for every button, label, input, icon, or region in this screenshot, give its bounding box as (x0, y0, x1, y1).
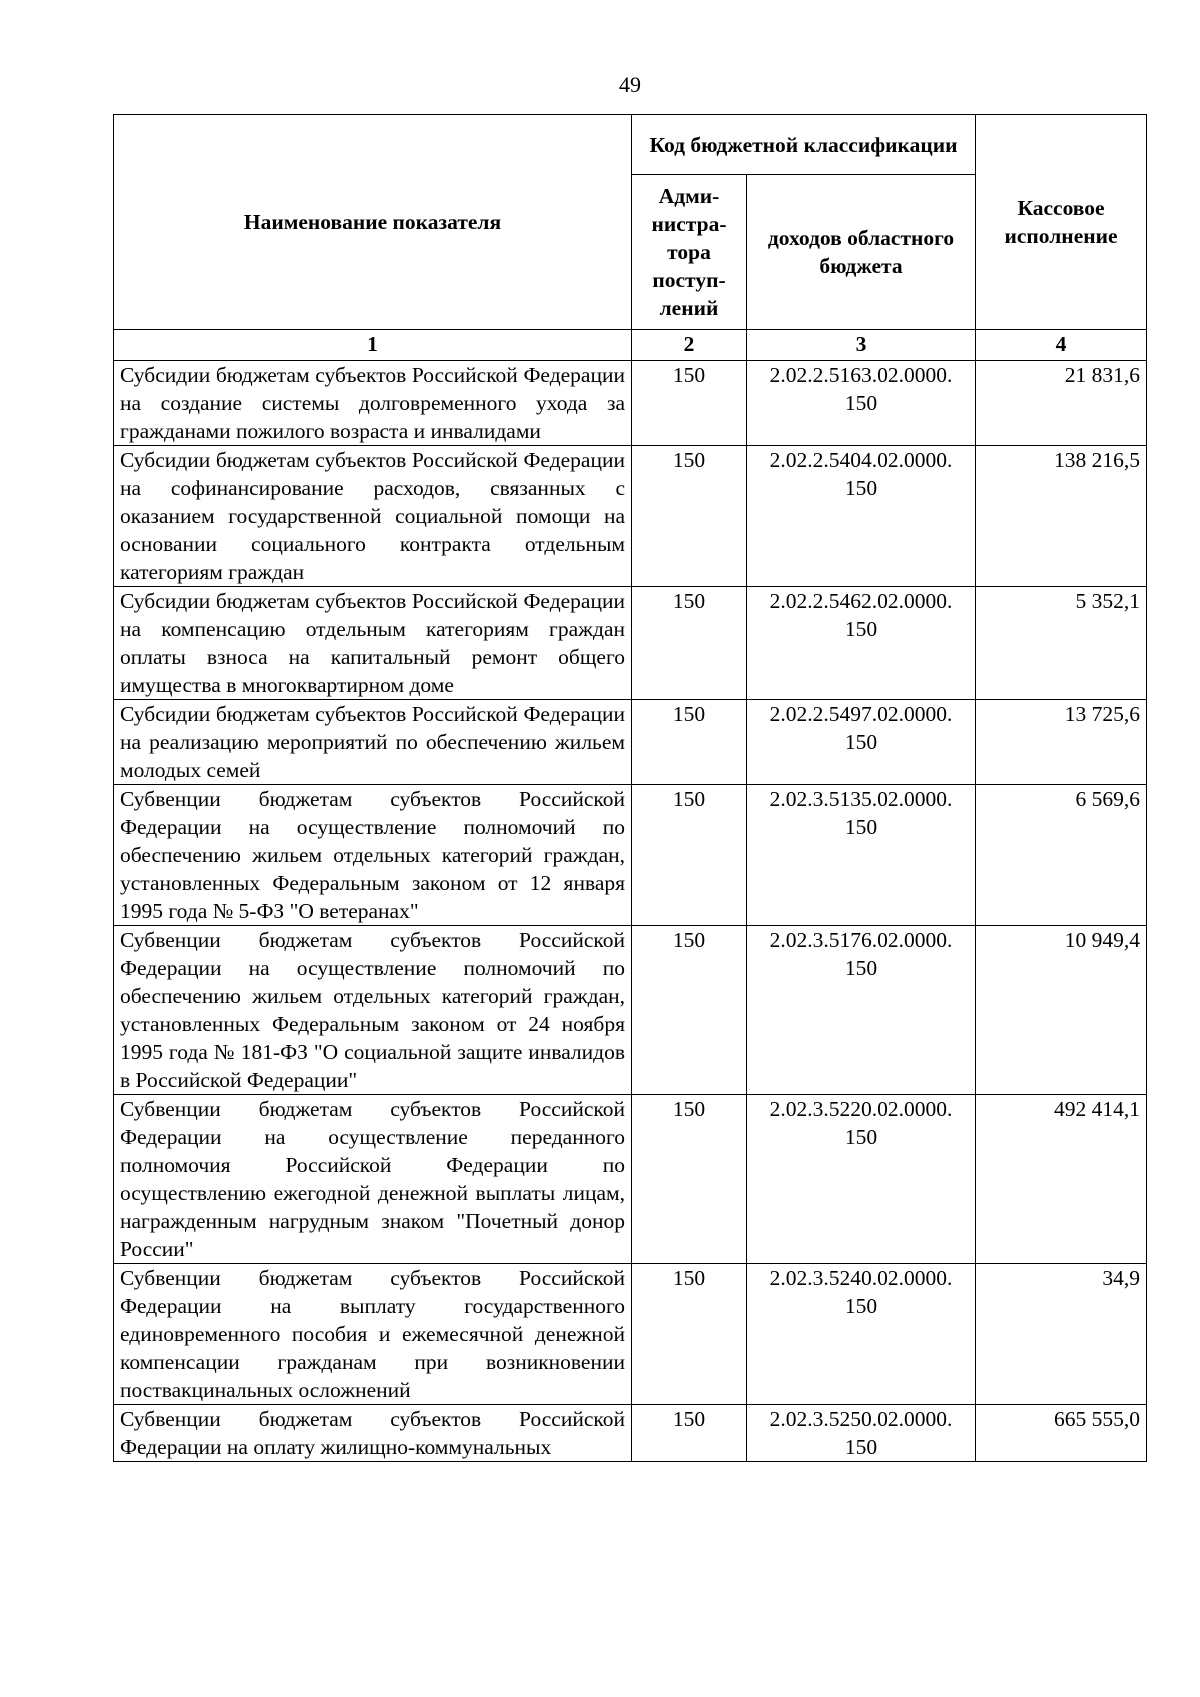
table-row (114, 1095, 1147, 1264)
table-row (114, 700, 1147, 785)
row-name: Субвенции бюджетам субъектов Российской Федерации на осуществление полномочий по обеспечению жильем отдельных категорий граждан, установленных Федеральным законом от 24 ноября 1995 года № 181-ФЗ "О социальной защите инвалидов в Российской Федерации" (114, 926, 632, 1095)
row-name: Субвенции бюджетам субъектов Российской Федерации на оплату жилищно-коммунальных (114, 1405, 632, 1462)
row-amount: 21 831,6 (976, 361, 1147, 446)
header-admin: Адми-нистра-тора поступ-лений (632, 175, 747, 330)
row-income-code: 2.02.3.5220.02.0000. 150 (747, 1095, 976, 1264)
column-number: 3 (747, 330, 976, 361)
header-code-group: Код бюджетной классификации (632, 115, 976, 175)
page-number: 49 (619, 72, 641, 97)
row-admin-code: 150 (632, 1264, 747, 1405)
row-amount: 13 725,6 (976, 700, 1147, 785)
header-exec: Кассовое исполнение (976, 115, 1147, 330)
header-name: Наименование показателя (114, 115, 632, 330)
header-income: доходов областного бюджета (747, 175, 976, 330)
row-income-code: 2.02.2.5163.02.0000. 150 (747, 361, 976, 446)
row-income-code: 2.02.3.5250.02.0000. 150 (747, 1405, 976, 1462)
row-admin-code: 150 (632, 446, 747, 587)
row-admin-code: 150 (632, 1095, 747, 1264)
row-name: Субсидии бюджетам субъектов Российской Федерации на реализацию мероприятий по обеспечению жильем молодых семей (114, 700, 632, 785)
row-admin-code: 150 (632, 361, 747, 446)
row-amount: 10 949,4 (976, 926, 1147, 1095)
row-income-code: 2.02.3.5176.02.0000. 150 (747, 926, 976, 1095)
row-amount: 492 414,1 (976, 1095, 1147, 1264)
row-admin-code: 150 (632, 1405, 747, 1462)
table-row (114, 926, 1147, 1095)
column-number: 4 (976, 330, 1147, 361)
table-row (114, 1405, 1147, 1462)
column-numbers-row (114, 330, 1147, 361)
row-admin-code: 150 (632, 587, 747, 700)
row-name: Субсидии бюджетам субъектов Российской Федерации на софинансирование расходов, связанных с оказанием государственной социальной помощи на основании социального контракта отдельным категориям граждан (114, 446, 632, 587)
row-name: Субвенции бюджетам субъектов Российской Федерации на выплату государственного единовременного пособия и ежемесячной денежной компенсации гражданам при возникновении поствакцинальных осложнений (114, 1264, 632, 1405)
column-number: 2 (632, 330, 747, 361)
table-row (114, 587, 1147, 700)
row-admin-code: 150 (632, 926, 747, 1095)
row-name: Субсидии бюджетам субъектов Российской Федерации на создание системы долговременного ухода за гражданами пожилого возраста и инвалидами (114, 361, 632, 446)
table-row (114, 785, 1147, 926)
table-row (114, 1264, 1147, 1405)
row-income-code: 2.02.2.5462.02.0000. 150 (747, 587, 976, 700)
row-admin-code: 150 (632, 700, 747, 785)
row-name: Субвенции бюджетам субъектов Российской Федерации на осуществление полномочий по обеспечению жильем отдельных категорий граждан, установленных Федеральным законом от 12 января 1995 года № 5-ФЗ "О ветеранах" (114, 785, 632, 926)
row-income-code: 2.02.2.5497.02.0000. 150 (747, 700, 976, 785)
row-admin-code: 150 (632, 785, 747, 926)
column-number: 1 (114, 330, 632, 361)
table-row (114, 361, 1147, 446)
row-amount: 6 569,6 (976, 785, 1147, 926)
row-amount: 138 216,5 (976, 446, 1147, 587)
row-amount: 34,9 (976, 1264, 1147, 1405)
row-amount: 665 555,0 (976, 1405, 1147, 1462)
row-name: Субвенции бюджетам субъектов Российской Федерации на осуществление переданного полномочия Российской Федерации по осуществлению ежегодной денежной выплаты лицам, награжденным нагрудным знаком "Почетный донор России" (114, 1095, 632, 1264)
budget-table (113, 114, 1147, 1462)
row-income-code: 2.02.3.5135.02.0000. 150 (747, 785, 976, 926)
table-row (114, 446, 1147, 587)
row-name: Субсидии бюджетам субъектов Российской Федерации на компенсацию отдельным категориям граждан оплаты взноса на капитальный ремонт общего имущества в многоквартирном доме (114, 587, 632, 700)
row-income-code: 2.02.3.5240.02.0000. 150 (747, 1264, 976, 1405)
row-amount: 5 352,1 (976, 587, 1147, 700)
row-income-code: 2.02.2.5404.02.0000. 150 (747, 446, 976, 587)
